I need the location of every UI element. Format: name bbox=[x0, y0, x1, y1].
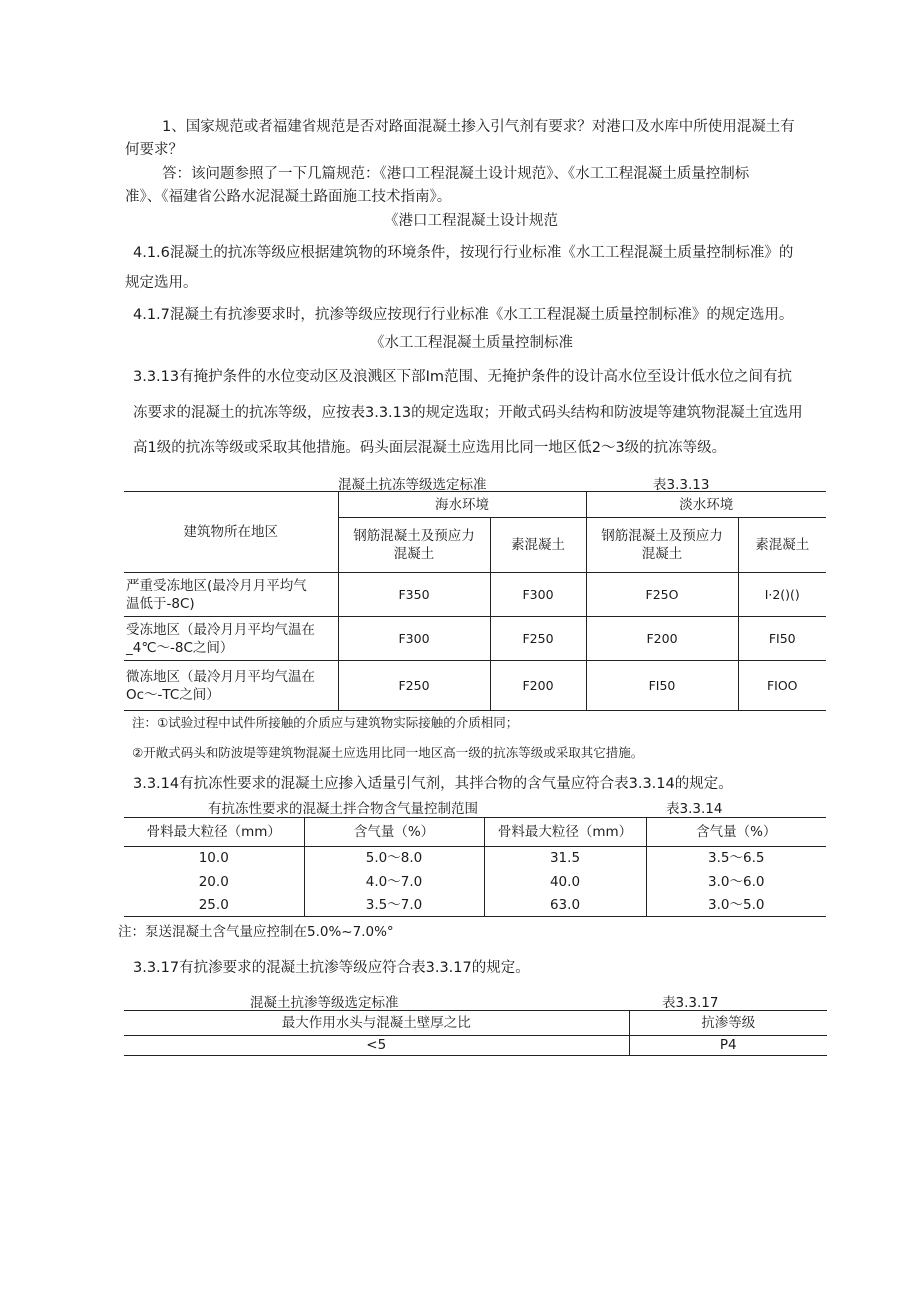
table2-header-agg: 骨料最大粒径（mm） bbox=[484, 818, 646, 846]
air-content-cell: 5.0〜8.0 bbox=[304, 846, 484, 870]
table2-header-air: 含气量（%） bbox=[304, 818, 484, 846]
clause-4-1-6-line-1: 4.1.6混凝土的抗冻等级应根据建筑物的环境条件，按现行行业标准《水工工程混凝土质量控制标准》的 bbox=[133, 245, 794, 261]
region-cell bbox=[124, 617, 338, 661]
clause-3-3-13-line-1: 3.3.13有掩护条件的水位变动区及浪溅区下部Im范围、无掩护条件的设计高水位至设计低水位之间有抗 bbox=[133, 369, 793, 385]
section-title-hydraulic: 《水工工程混凝土质量控制标准 bbox=[370, 335, 573, 351]
answer-line-2: 准》、《福建省公路水泥混凝土路面施工技术指南》。 bbox=[125, 189, 452, 205]
seepage-grade-cell: P4 bbox=[629, 1035, 827, 1055]
table2-bottom-rule bbox=[124, 916, 826, 917]
clause-3-3-13-line-2: 冻要求的混凝土的抗冻等级，应按表3.3.13的规定选取；开敞式码头结构和防波堤等建筑物混凝土宜选用 bbox=[133, 405, 803, 421]
table1-header-fresh: 淡水环境 bbox=[586, 492, 826, 518]
grade-cell: F250 bbox=[490, 617, 586, 661]
grade-cell: FIOO bbox=[738, 661, 826, 711]
air-content-cell: 3.5〜6.5 bbox=[646, 846, 826, 870]
agg-size-cell: 20.0 bbox=[124, 870, 304, 894]
table1-note-2: ②开敞式码头和防波堤等建筑物混凝土应选用比同一地区高一级的抗冻等级或采取其它措施。 bbox=[132, 745, 644, 760]
table1-header-sea: 海水环境 bbox=[338, 492, 586, 518]
table1-number: 表3.3.13 bbox=[653, 477, 710, 493]
grade-cell: I·2()() bbox=[738, 573, 826, 617]
table3-header-ratio: 最大作用水头与混凝土壁厚之比 bbox=[124, 1011, 629, 1035]
agg-size-cell: 25.0 bbox=[124, 894, 304, 916]
table1-header-sea-rc bbox=[338, 518, 490, 573]
section-title-port: 《港口工程混凝土设计规范 bbox=[384, 213, 558, 229]
grade-cell: F25O bbox=[586, 573, 738, 617]
table2-header-air: 含气量（%） bbox=[646, 818, 826, 846]
region-line-2: _4℃〜-8C之间） bbox=[126, 639, 234, 656]
table-row bbox=[124, 1035, 827, 1055]
table-row bbox=[124, 661, 826, 711]
region-line-2: Oc〜-TC之间） bbox=[126, 686, 220, 703]
agg-size-cell: 63.0 bbox=[484, 894, 646, 916]
frost-grade-table bbox=[124, 491, 826, 711]
table1-header-fresh-rc bbox=[586, 518, 738, 573]
clause-4-1-7: 4.1.7混凝土有抗渗要求时，抗渗等级应按现行行业标准《水工工程混凝土质量控制标准》的规定选用。 bbox=[133, 307, 794, 323]
table1-note-1: 注：①试验过程中试件所接触的介质应与建筑物实际接触的介质相同； bbox=[132, 715, 519, 730]
table3-number: 表3.3.17 bbox=[662, 995, 719, 1011]
table1-caption: 混凝土抗冻等级选定标准 bbox=[338, 477, 487, 493]
grade-cell: F300 bbox=[490, 573, 586, 617]
region-cell bbox=[124, 661, 338, 711]
rc-label-line-1: 钢筋混凝土及预应力 bbox=[601, 528, 723, 545]
table3-header-grade: 抗渗等级 bbox=[629, 1011, 827, 1035]
region-cell bbox=[124, 573, 338, 617]
grade-cell: FI50 bbox=[738, 617, 826, 661]
agg-size-cell: 10.0 bbox=[124, 846, 304, 870]
rc-label-line-2: 混凝土 bbox=[641, 546, 683, 563]
clause-3-3-14: 3.3.14有抗冻性要求的混凝土应掺入适量引气剂，其拌合物的含气量应符合表3.3.14的规定。 bbox=[133, 776, 733, 792]
grade-cell: F200 bbox=[586, 617, 738, 661]
table2-caption: 有抗冻性要求的混凝土拌合物含气量控制范围 bbox=[208, 801, 478, 817]
grade-cell: FI50 bbox=[586, 661, 738, 711]
clause-3-3-13-line-3: 高1级的抗冻等级或采取其他措施。码头面层混凝土应选用比同一地区低2〜3级的抗冻等级。 bbox=[133, 440, 727, 456]
table3-bottom-rule bbox=[124, 1055, 827, 1056]
table3-caption: 混凝土抗渗等级选定标准 bbox=[250, 995, 399, 1011]
table-row bbox=[124, 870, 826, 894]
question-line-2: 何要求？ bbox=[125, 142, 183, 158]
table2-header-agg: 骨料最大粒径（mm） bbox=[124, 818, 304, 846]
region-line-1: 严重受冻地区(最冷月月平均气 bbox=[126, 577, 307, 594]
table1-header-region: 建筑物所在地区 bbox=[124, 492, 338, 573]
rc-label-line-1: 钢筋混凝土及预应力 bbox=[353, 528, 475, 545]
table2-note: 注：泵送混凝土含气量应控制在5.0%~7.0%° bbox=[118, 924, 394, 940]
answer-line-1: 答：该问题参照了一下几篇规范：《港口工程混凝土设计规范》、《水工工程混凝土质量控制标 bbox=[162, 166, 750, 182]
table1-header-fresh-plain: 素混凝土 bbox=[738, 518, 826, 573]
table-row bbox=[124, 617, 826, 661]
agg-size-cell: 40.0 bbox=[484, 870, 646, 894]
clause-4-1-6-line-2: 规定选用。 bbox=[125, 275, 198, 291]
table2-number: 表3.3.14 bbox=[666, 801, 723, 817]
rc-label-line-2: 混凝土 bbox=[393, 546, 435, 563]
ratio-cell: <5 bbox=[124, 1035, 629, 1055]
seepage-grade-table bbox=[124, 1011, 827, 1055]
table1-header-sea-plain: 素混凝土 bbox=[490, 518, 586, 573]
table-row bbox=[124, 846, 826, 870]
clause-3-3-17: 3.3.17有抗渗要求的混凝土抗渗等级应符合表3.3.17的规定。 bbox=[133, 960, 530, 976]
grade-cell: F300 bbox=[338, 617, 490, 661]
air-content-cell: 3.0〜5.0 bbox=[646, 894, 826, 916]
region-line-2: 温低于-8C) bbox=[126, 595, 195, 612]
air-content-cell: 4.0〜7.0 bbox=[304, 870, 484, 894]
grade-cell: F350 bbox=[338, 573, 490, 617]
air-content-cell: 3.0〜6.0 bbox=[646, 870, 826, 894]
question-line-1: 1、国家规范或者福建省规范是否对路面混凝土掺入引气剂有要求？对港口及水库中所使用混凝土有 bbox=[162, 119, 795, 135]
region-line-1: 微冻地区（最冷月月平均气温在 bbox=[126, 668, 315, 685]
grade-cell: F250 bbox=[338, 661, 490, 711]
air-content-cell: 3.5〜7.0 bbox=[304, 894, 484, 916]
air-content-table bbox=[124, 818, 826, 916]
table-row bbox=[124, 573, 826, 617]
region-line-1: 受冻地区（最冷月月平均气温在 bbox=[126, 621, 315, 638]
agg-size-cell: 31.5 bbox=[484, 846, 646, 870]
grade-cell: F200 bbox=[490, 661, 586, 711]
table-row bbox=[124, 894, 826, 916]
